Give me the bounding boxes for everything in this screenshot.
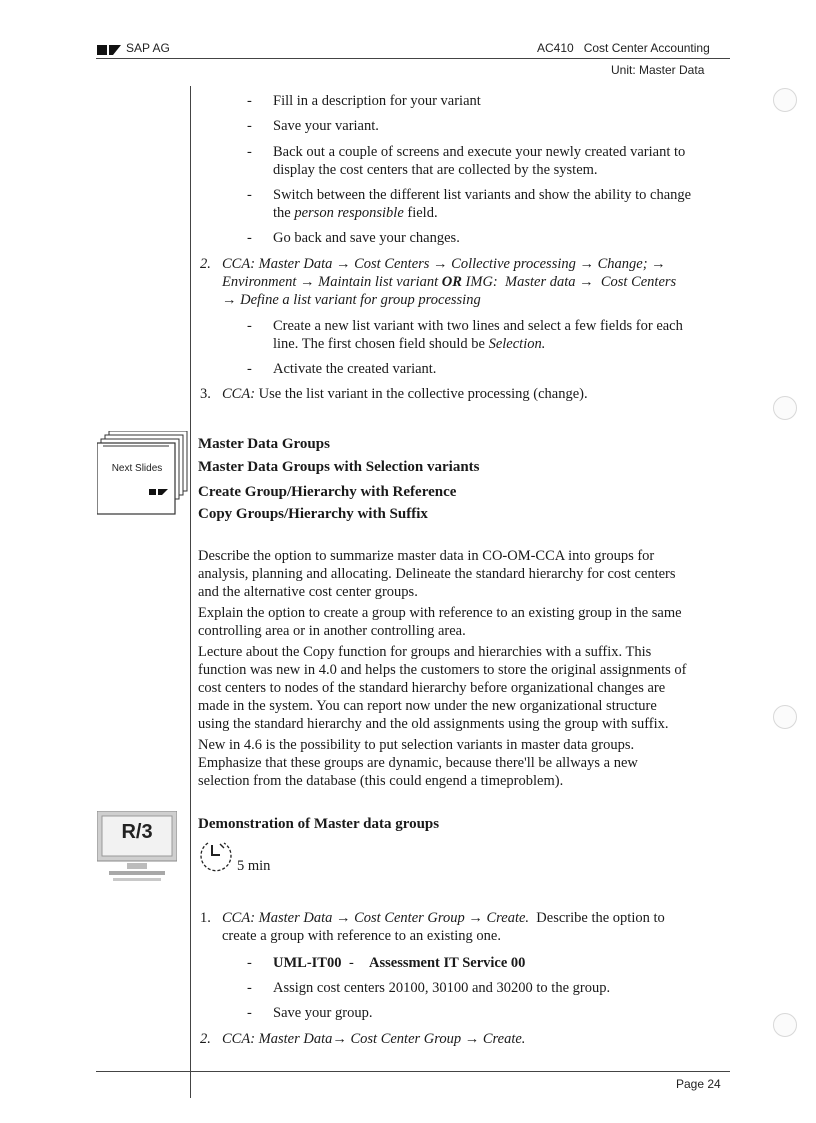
bullet-text-part: the	[273, 205, 291, 221]
r3-monitor-icon	[97, 811, 177, 887]
group-id: UML-IT00	[273, 955, 342, 971]
menu-path-part: Environment → Maintain list variant	[222, 274, 442, 290]
bullet-dash: -	[247, 187, 252, 203]
bullet-text: Assign cost centers 20100, 30100 and 30200 to the group.	[273, 980, 611, 996]
margin-rule	[190, 86, 191, 1098]
slide-title: Create Group/Hierarchy with Reference	[198, 484, 457, 500]
bullet-dash: -	[247, 980, 252, 996]
menu-path: → Define a list variant for group processing	[222, 292, 481, 308]
menu-path-part: IMG: Master data → Cost Centers	[461, 274, 677, 290]
description-line: and the alternative cost center groups.	[198, 584, 418, 600]
binder-hole	[773, 396, 797, 420]
description-line: analysis, planning and allocating. Delineate the standard hierarchy for cost centers	[198, 566, 676, 582]
bullet-dash: -	[247, 144, 252, 160]
bullet-text: Save your variant.	[273, 118, 379, 134]
field-name: Selection.	[488, 336, 546, 352]
demo-title: Demonstration of Master data groups	[198, 816, 440, 832]
company-name: SAP AG	[126, 41, 170, 55]
bullet-text: Go back and save your changes.	[273, 230, 460, 246]
page-number: Page 24	[676, 1077, 721, 1091]
slide-title: Master Data Groups	[198, 436, 330, 452]
field-name: person responsible	[294, 205, 404, 221]
bullet-dash: -	[247, 93, 252, 109]
menu-path	[222, 273, 676, 291]
bullet-text	[273, 204, 438, 222]
binder-hole	[773, 88, 797, 112]
description-line: controlling area or in another controlling area.	[198, 623, 466, 639]
binder-hole	[773, 705, 797, 729]
cca-label: CCA:	[222, 386, 256, 402]
bullet-text-part: line. The first chosen field should be	[273, 336, 485, 352]
group-name: Assessment IT Service 00	[369, 955, 526, 971]
description-line: Lecture about the Copy function for groups and hierarchies with a suffix. This	[198, 644, 652, 660]
demo-duration: 5 min	[237, 858, 271, 874]
bullet-text: Fill in a description for your variant	[273, 93, 481, 109]
slide-title: Master Data Groups with Selection variants	[198, 459, 480, 475]
header-rule	[96, 58, 730, 59]
step-text	[222, 385, 588, 403]
bullet-dash: -	[247, 955, 252, 971]
step-text-part: Describe the option to	[529, 910, 665, 926]
step-text-part: Use the list variant in the collective processing (change).	[255, 386, 588, 402]
bullet-text: Activate the created variant.	[273, 361, 437, 377]
bullet-dash: -	[247, 118, 252, 134]
bullet-text: Switch between the different list variants and show the ability to change	[273, 187, 692, 203]
unit-label: Unit: Master Data	[611, 63, 705, 77]
binder-hole	[773, 1013, 797, 1037]
next-slides-label: Next Slides	[111, 463, 163, 474]
menu-path: CCA: Master Data → Cost Center Group → Create.	[222, 910, 530, 926]
description-line: using the standard hierarchy and the old assignments using the group with suffix.	[198, 716, 669, 732]
step-text	[222, 909, 665, 927]
description-line: Explain the option to create a group with reference to an existing group in the same	[198, 605, 682, 621]
description-line: Emphasize that these groups are dynamic, because there'll be allways a new	[198, 755, 638, 771]
bullet-text: Save your group.	[273, 1005, 373, 1021]
bullet-text: Back out a couple of screens and execute your newly created variant to	[273, 144, 686, 160]
or-keyword: OR	[441, 274, 462, 290]
next-slides-icon	[97, 431, 189, 515]
bullet-dash: -	[247, 318, 252, 334]
slide-title: Copy Groups/Hierarchy with Suffix	[198, 506, 428, 522]
bullet-text-part: field.	[407, 205, 438, 221]
bullet-text	[273, 335, 545, 353]
bullet-text: display the cost centers that are collected by the system.	[273, 162, 598, 178]
step-number: 2.	[200, 1031, 211, 1047]
description-line: made in the system. You can report now under the new organizational structure	[198, 698, 657, 714]
sap-logo-icon	[97, 43, 121, 55]
step-number: 1.	[200, 910, 211, 926]
group-separator: -	[349, 955, 354, 971]
bullet-dash: -	[247, 361, 252, 377]
footer-rule	[96, 1071, 730, 1072]
description-line: New in 4.6 is the possibility to put selection variants in master data groups.	[198, 737, 635, 753]
step-number: 3.	[200, 386, 211, 402]
course-title: AC410 Cost Center Accounting	[537, 41, 710, 55]
bullet-text: Create a new list variant with two lines and select a few fields for each	[273, 318, 683, 334]
description-line: function was new in 4.0 and helps the customers to store the original assignments of	[198, 662, 687, 678]
description-line: cost centers to nodes of the standard hierarchy before organizational changes are	[198, 680, 666, 696]
step-number: 2.	[200, 256, 211, 272]
bullet-dash: -	[247, 1005, 252, 1021]
menu-path: CCA: Master Data → Cost Centers → Collective processing → Change; →	[222, 256, 666, 272]
step-text: create a group with reference to an existing one.	[222, 928, 501, 944]
menu-path: CCA: Master Data→ Cost Center Group → Create.	[222, 1031, 526, 1047]
bullet-dash: -	[247, 230, 252, 246]
description-line: selection from the database (this could engend a timeproblem).	[198, 773, 564, 789]
r3-badge: R/3	[121, 821, 153, 843]
clock-icon	[198, 838, 234, 874]
description-line: Describe the option to summarize master data in CO-OM-CCA into groups for	[198, 548, 655, 564]
